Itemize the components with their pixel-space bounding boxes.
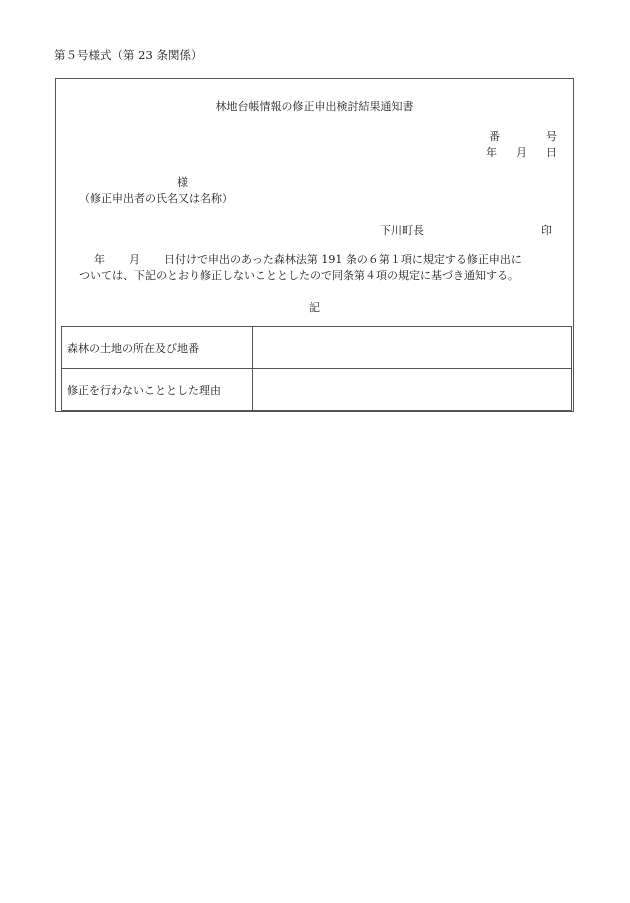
date-day-label: 日 — [546, 146, 557, 159]
form-number: 第５号様式（第 23 条関係） — [54, 48, 203, 62]
notice-frame — [55, 78, 574, 412]
table-row — [62, 369, 572, 411]
seal-mark: 印 — [541, 224, 552, 237]
table-row — [62, 327, 572, 369]
document-title: 林地台帳情報の修正申出検討結果通知書 — [215, 100, 414, 113]
date-year-label: 年 — [486, 146, 497, 159]
issuer-name: 下川町長 — [380, 224, 424, 237]
recipient-honorific: 様 — [177, 176, 188, 189]
ki-heading: 記 — [309, 301, 320, 314]
reason-value — [253, 369, 572, 411]
body-line-2: ついては、下記のとおり修正しないこととしたので同条第４項の規定に基づき通知する。 — [79, 269, 519, 282]
recipient-note: （修正申出者の氏名又は名称） — [79, 192, 233, 205]
details-table — [61, 326, 572, 411]
reason-label: 修正を行わないこととした理由 — [62, 369, 253, 411]
body-line-1 — [94, 251, 522, 267]
body-line-1-text: 日付けで申出のあった森林法第 191 条の６第１項に規定する修正申出に — [164, 253, 522, 266]
document-number-suffix: 号 — [546, 130, 557, 143]
location-value — [253, 327, 572, 369]
document-number-label: 番 — [489, 130, 500, 143]
location-label: 森林の土地の所在及び地番 — [62, 327, 253, 369]
body-month-label: 月 — [129, 253, 140, 266]
date-month-label: 月 — [516, 146, 527, 159]
body-year-label: 年 — [94, 253, 105, 266]
